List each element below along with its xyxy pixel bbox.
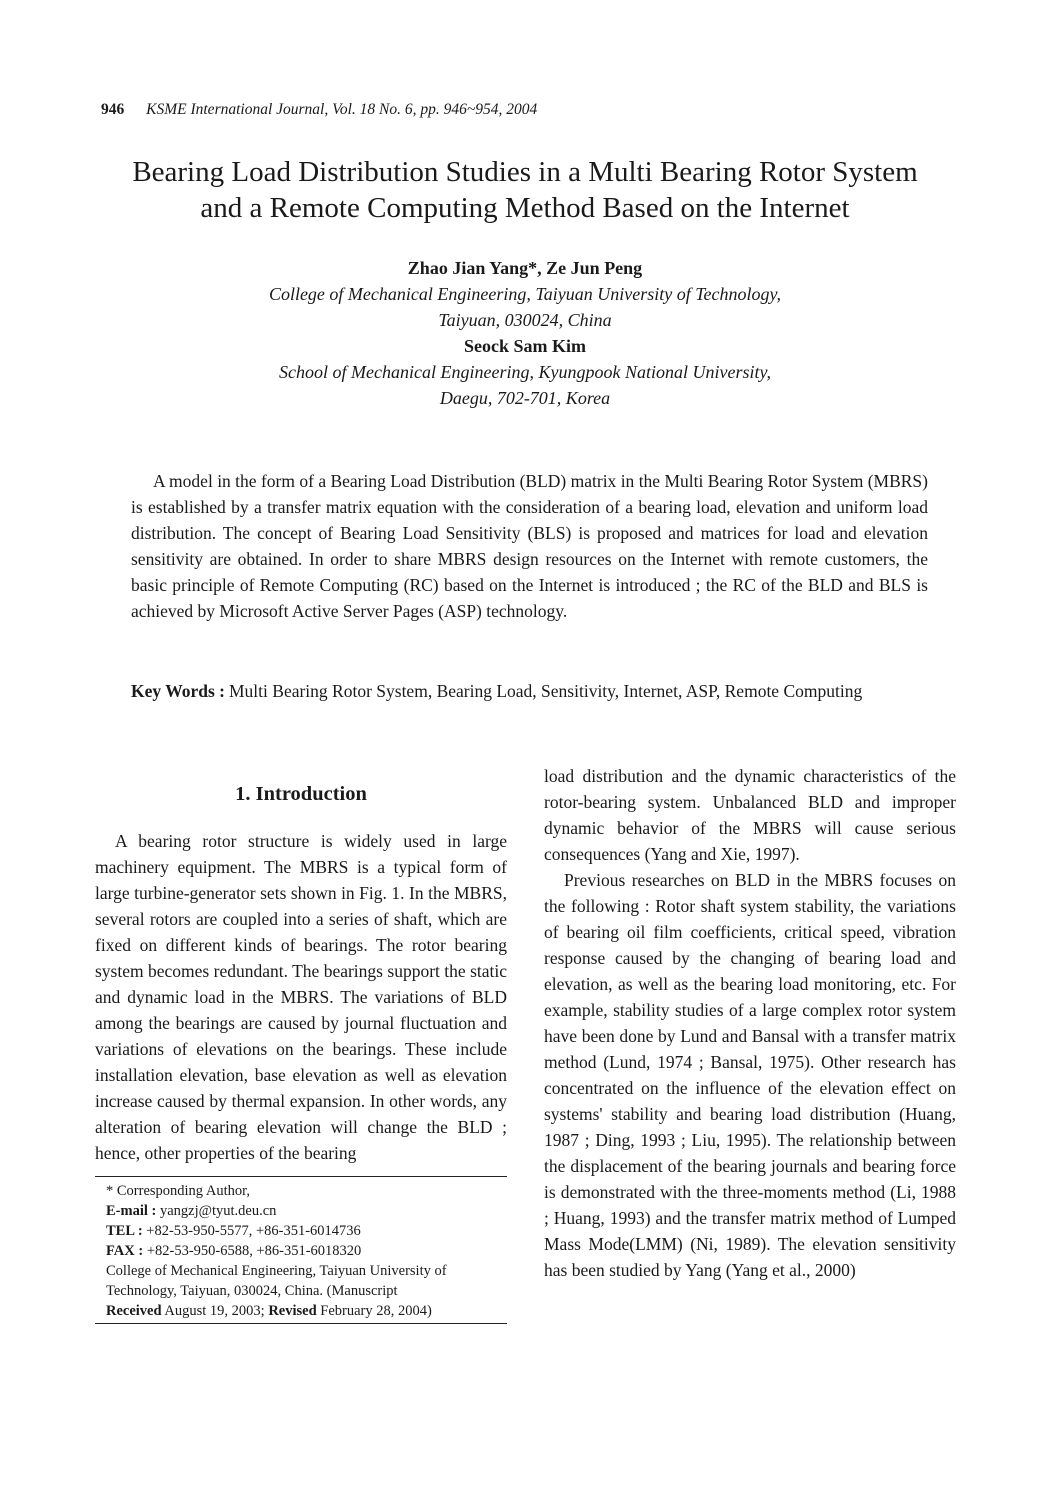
affiliation-2-line-1: School of Mechanical Engineering, Kyungpook National University, [279,362,771,382]
keywords-text: Multi Bearing Rotor System, Bearing Load, Sensitivity, Internet, ASP, Remote Computing [229,681,863,701]
keywords-label: Key Words : [131,681,225,701]
abstract: A model in the form of a Bearing Load Distribution (BLD) matrix in the Multi Bearing Rotor System (MBRS) is established by a transfer matrix equation with the consideration of a bearing load, elevation and uniform load distribution. The concept of Bearing Load Sensitivity (BLS) is proposed and matrices for load and elevation sensitivity are obtained. In order to share MBRS design resources on the Internet with remote customers, the basic principle of Remote Computing (RC) based on the Internet is introduced ; the RC of the BLD and BLS is achieved by Microsoft Active Server Pages (ASP) technology. [131,471,928,621]
keywords [131,679,928,704]
footnote-fax-label: FAX : [106,1243,144,1259]
intro-paragraph-2: Previous researches on BLD in the MBRS focuses on the following : Rotor shaft system stability, the variations of bearing oil film coefficients, critical speed, vibration response caused by the changing of bearing load and elevation, as well as the bearing load monitoring, etc. For example, stability studies of a large complex rotor system have been done by Lund and Bansal with a transfer matrix method (Lund, 1974 ; Bansal, 1975). Other research has concentrated on the influence of the elevation effect on systems' stability and bearing load distribution (Huang, 1987 ; Ding, 1993 ; Liu, 1995). The relationship between the displacement of the bearing journals and bearing force is demonstrated with the three-moments method (Li, 1988 ; Huang, 1993) and the transfer matrix method of Lumped Mass Mode(LMM) (Ni, 1989). The elevation sensitivity has been studied by Yang (Yang et al., 2000) [544,870,956,1280]
footnote-email-value: yangzj@tyut.deu.cn [159,1203,277,1219]
footnote-tel [106,1221,507,1241]
paper-title-line-1: Bearing Load Distribution Studies in a Multi Bearing Rotor System [132,156,918,188]
left-column [95,763,507,1324]
footnote-email [106,1201,507,1221]
intro-paragraph-1-continued: load distribution and the dynamic characteristics of the rotor-bearing system. Unbalanced BLD and improper dynamic behavior of the MBRS will cause serious consequences (Yang and Xie, 1997). [544,766,956,864]
footnote-email-label: E-mail : [106,1203,157,1219]
footnote-fax [106,1241,507,1261]
right-column [544,763,956,1283]
footnote [95,1181,507,1321]
journal-citation: KSME International Journal, Vol. 18 No. 6, pp. 946~954, 2004 [146,101,538,118]
footnote-tel-value: +82-53-950-5577, +86-351-6014736 [146,1223,361,1239]
footnote-received-label: Received [106,1303,162,1319]
page-number: 946 [101,101,125,118]
affiliation-2-line-2: Daegu, 702-701, Korea [439,388,611,408]
footnote-rule [95,1176,507,1177]
paper-title-line-2: and a Remote Computing Method Based on the Internet [200,192,850,224]
author-names-2: Seock Sam Kim [463,336,586,356]
footnote-tel-label: TEL : [106,1223,143,1239]
affiliation-1-line-2: Taiyuan, 030024, China [438,310,612,330]
author-names-1: Zhao Jian Yang*, Ze Jun Peng [407,258,643,278]
footnote-received-value: August 19, 2003; [164,1303,265,1319]
footnote-revised-value: February 28, 2004) [320,1303,432,1319]
footnote-address: College of Mechanical Engineering, Taiyuan University of Technology, Taiyuan, 030024, China. (Manuscript [106,1263,447,1299]
footnote-end-rule [95,1323,507,1324]
footnote-fax-value: +82-53-950-6588, +86-351-6018320 [146,1243,362,1259]
affiliation-1-line-1: College of Mechanical Engineering, Taiyuan University of Technology, [268,284,782,304]
running-head [101,101,537,119]
footnote-dates [106,1301,507,1321]
footnote-corresponding: * Corresponding Author, [106,1183,251,1199]
section-heading-introduction: 1. Introduction [235,783,367,805]
author-block [60,255,990,411]
intro-paragraph-1: A bearing rotor structure is widely used in large machinery equipment. The MBRS is a typical form of large turbine-generator sets shown in Fig. 1. In the MBRS, several rotors are coupled into a series of shaft, which are fixed on different kinds of bearings. The rotor bearing system becomes redundant. The bearings support the static and dynamic load in the MBRS. The variations of BLD among the bearings are caused by journal fluctuation and variations of elevations on the bearings. These include installation elevation, base elevation as well as elevation increase caused by thermal expansion. In other words, any alteration of bearing elevation will change the BLD ; hence, other properties of the bearing [95,831,507,1163]
paper-title [60,154,990,226]
footnote-revised-label: Revised [268,1303,317,1319]
